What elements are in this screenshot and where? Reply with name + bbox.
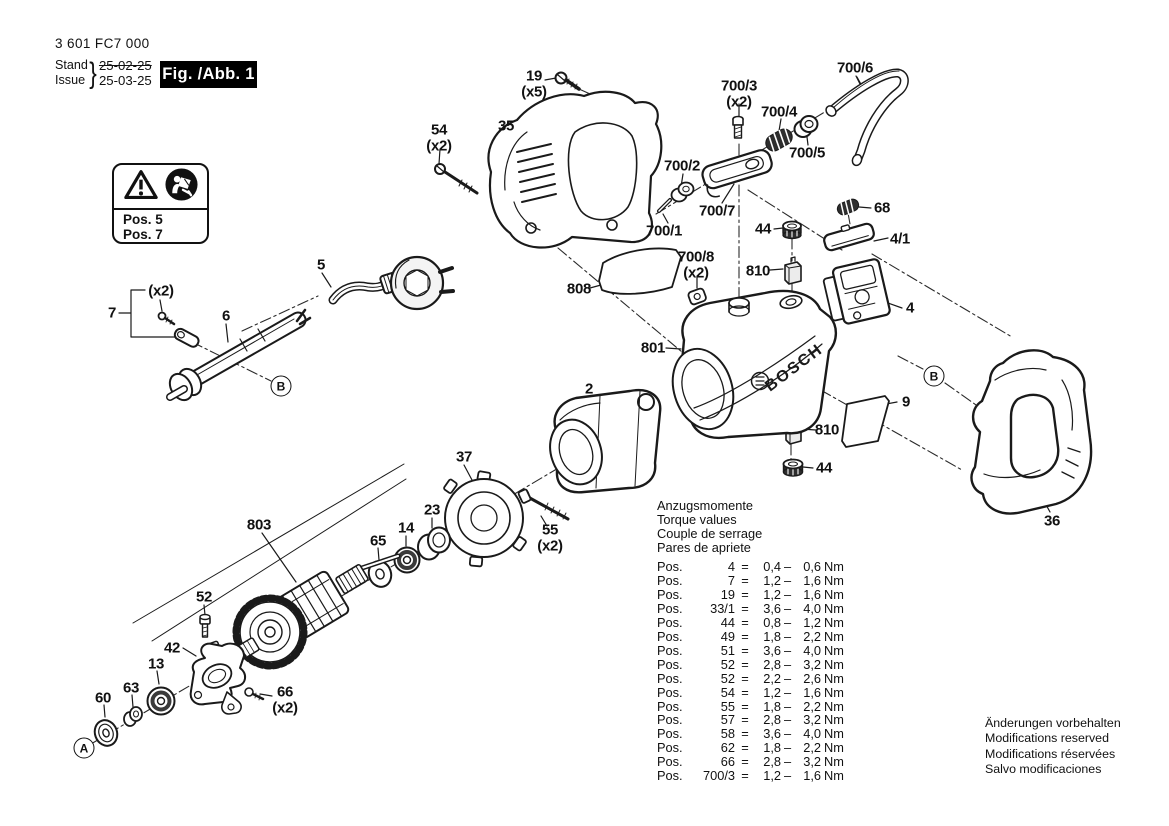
torque-title-1: Torque values — [657, 512, 737, 527]
part-label-700-4: 700/4 — [760, 103, 798, 121]
stand-label: Stand — [55, 58, 88, 72]
part-label-9: 9 — [901, 393, 911, 411]
part-number: 3 601 FC7 000 — [55, 36, 150, 51]
part-label-700-1: 700/1 — [645, 222, 683, 240]
torque-row: Pos. 52 = 2,8 – 3,2 Nm — [657, 656, 844, 672]
part-label-14: 14 — [397, 519, 415, 537]
part-label-6: 6 — [221, 307, 231, 325]
torque-row: Pos. 49 = 1,8 – 2,2 Nm — [657, 628, 844, 644]
part-label-700-5: 700/5 — [788, 144, 826, 162]
issue-date: 25-03-25 — [98, 73, 152, 88]
torque-row: Pos. 62 = 1,8 – 2,2 Nm — [657, 740, 844, 756]
part-label-44: 44 — [754, 220, 772, 238]
part-label-60: 60 — [94, 689, 112, 707]
part-label-54: 54 (x2) — [426, 121, 452, 154]
part-label-700-2: 700/2 — [663, 157, 701, 175]
torque-row: Pos. 700/3 = 1,2 – 1,6 Nm — [657, 768, 844, 784]
bosch-wordmark: BOSCH — [762, 340, 827, 396]
torque-row: Pos. 58 = 3,6 – 4,0 Nm — [657, 726, 844, 742]
torque-row: Pos. 7 = 1,2 – 1,6 Nm — [657, 572, 844, 588]
torque-row: Pos. 57 = 2,8 – 3,2 Nm — [657, 712, 844, 728]
stand-date: 25-02-25 — [98, 58, 152, 73]
ref-marker-B: B — [924, 366, 945, 387]
part-label-x2: (x2) — [148, 282, 174, 300]
torque-row: Pos. 54 = 1,2 – 1,6 Nm — [657, 684, 844, 700]
part-label-4-1: 4/1 — [890, 230, 910, 248]
revision-brace: } — [89, 56, 97, 90]
figure-label: Fig. /Abb. 1 — [160, 61, 257, 88]
issue-label: Issue — [55, 73, 86, 87]
revision-note-1: Modifications reserved — [985, 731, 1109, 746]
torque-row: Pos. 4 = 0,4 – 0,6 Nm — [657, 559, 844, 574]
torque-table — [657, 499, 844, 783]
part-label-808: 808 — [566, 280, 592, 298]
revision-notes — [985, 716, 1121, 778]
part-label-36: 36 — [1043, 512, 1061, 530]
torque-title-2: Couple de serrage — [657, 526, 763, 541]
part-label-42: 42 — [163, 639, 181, 657]
part-label-66: 66 (x2) — [272, 683, 298, 716]
torque-row: Pos. 33/1 = 3,6 – 4,0 Nm — [657, 600, 844, 616]
ref-marker-B: B — [271, 376, 292, 397]
part-label-803: 803 — [246, 516, 272, 534]
part-label-65: 65 — [369, 532, 387, 550]
torque-row: Pos. 51 = 3,6 – 4,0 Nm — [657, 642, 844, 658]
part-label-4: 4 — [905, 299, 915, 317]
part-label-5: 5 — [316, 256, 326, 274]
part-label-810: 810 — [745, 262, 771, 280]
revision-note-3: Salvo modificaciones — [985, 762, 1102, 777]
warning-pos-5: Pos. 5 — [123, 212, 163, 227]
part-label-700-6: 700/6 — [836, 59, 874, 77]
part-label-55: 55 (x2) — [537, 521, 563, 554]
part-label-37: 37 — [455, 448, 473, 466]
ref-marker-A: A — [74, 738, 95, 759]
part-label-68: 68 — [873, 199, 891, 217]
part-label-700-3: 700/3 (x2) — [720, 77, 758, 110]
revision-note-2: Modifications réservées — [985, 746, 1116, 761]
revision-note-0: Änderungen vorbehalten — [985, 716, 1121, 730]
part-label-2: 2 — [584, 380, 594, 398]
torque-title-0: Anzugsmomente — [657, 498, 754, 513]
warning-pos-7: Pos. 7 — [123, 227, 163, 242]
torque-title-3: Pares de apriete — [657, 540, 751, 555]
part-label-13: 13 — [147, 655, 165, 673]
part-label-801: 801 — [640, 339, 666, 357]
part-label-35: 35 — [497, 117, 515, 135]
part-label-810: 810 — [814, 421, 840, 439]
torque-row: Pos. 52 = 2,2 – 2,6 Nm — [657, 670, 844, 686]
torque-row: Pos. 44 = 0,8 – 1,2 Nm — [657, 614, 844, 630]
part-label-23: 23 — [423, 501, 441, 519]
torque-row: Pos. 55 = 1,8 – 2,2 Nm — [657, 698, 844, 714]
part-label-19: 19 (x5) — [521, 67, 547, 100]
part-label-44: 44 — [815, 459, 833, 477]
torque-row: Pos. 66 = 2,8 – 3,2 Nm — [657, 754, 844, 770]
part-label-700-7: 700/7 — [698, 202, 736, 220]
part-label-7: 7 — [107, 304, 117, 322]
torque-row: Pos. 19 = 1,2 – 1,6 Nm — [657, 586, 844, 602]
part-label-63: 63 — [122, 679, 140, 697]
part-label-700-8: 700/8 (x2) — [677, 248, 715, 281]
part-label-52: 52 — [195, 588, 213, 606]
